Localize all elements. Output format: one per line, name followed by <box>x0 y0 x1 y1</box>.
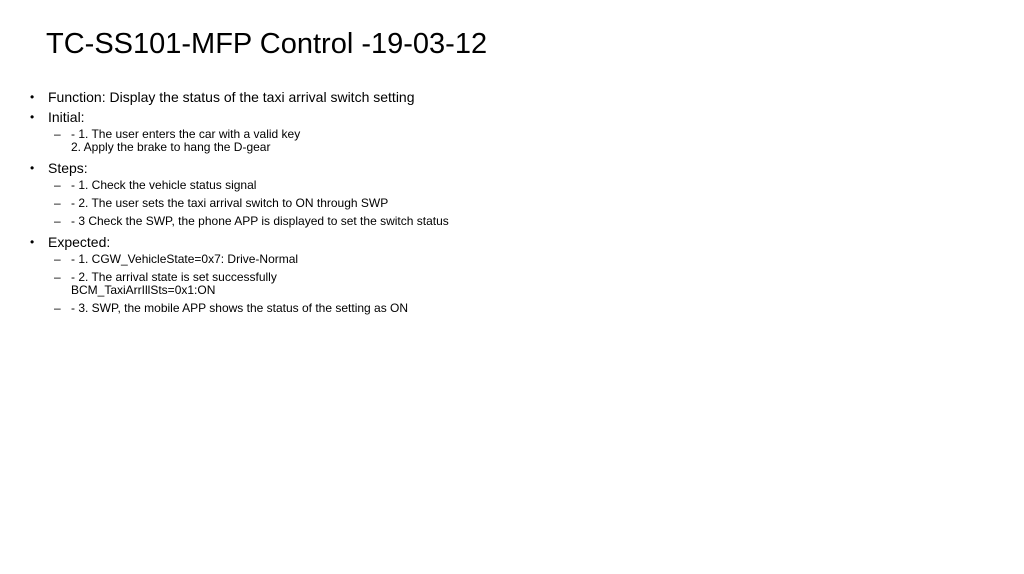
sub-item <box>30 302 930 315</box>
bullet-item-expected <box>30 233 930 251</box>
sub-item-text: - 3. SWP, the mobile APP shows the status of the setting as ON <box>71 301 409 315</box>
sub-item-text: - 3 Check the SWP, the phone APP is displayed to set the switch status <box>71 214 449 228</box>
dash-glyph: – <box>54 196 61 210</box>
slide-title: TC-SS101-MFP Control -19-03-12 <box>46 28 488 60</box>
bullet-text: Function: Display the status of the taxi arrival switch setting <box>48 89 415 105</box>
sub-item-text: - 1. CGW_VehicleState=0x7: Drive-Normal <box>71 252 299 266</box>
dash-glyph: – <box>54 214 61 228</box>
dash-glyph: – <box>54 127 61 141</box>
sub-item-text: - 1. Check the vehicle status signal <box>71 178 257 192</box>
sub-item <box>30 128 930 154</box>
bullet-item-steps <box>30 159 930 177</box>
sub-item <box>30 271 930 297</box>
sub-item-text-continuation: BCM_TaxiArrIllSts=0x1:ON <box>71 283 216 297</box>
bullet-item-function <box>30 88 930 106</box>
bullet-glyph: • <box>30 110 35 124</box>
sub-item <box>30 215 930 228</box>
bullet-glyph: • <box>30 235 35 249</box>
bullet-glyph: • <box>30 161 35 175</box>
dash-glyph: – <box>54 301 61 315</box>
dash-glyph: – <box>54 270 61 284</box>
bullet-text: Expected: <box>48 234 111 250</box>
sub-item-text-continuation: 2. Apply the brake to hang the D-gear <box>71 140 271 154</box>
sub-item-text: - 2. The user sets the taxi arrival switch to ON through SWP <box>71 196 389 210</box>
sub-item-text: - 1. The user enters the car with a valid key <box>71 127 301 141</box>
sub-item <box>30 197 930 210</box>
sub-item-text: - 2. The arrival state is set successfully <box>71 270 277 284</box>
bullet-item-initial <box>30 108 930 126</box>
sub-item <box>30 253 930 266</box>
slide-content <box>30 88 930 320</box>
sub-item <box>30 179 930 192</box>
bullet-text: Steps: <box>48 160 88 176</box>
bullet-glyph: • <box>30 90 35 104</box>
dash-glyph: – <box>54 252 61 266</box>
bullet-text: Initial: <box>48 109 85 125</box>
dash-glyph: – <box>54 178 61 192</box>
